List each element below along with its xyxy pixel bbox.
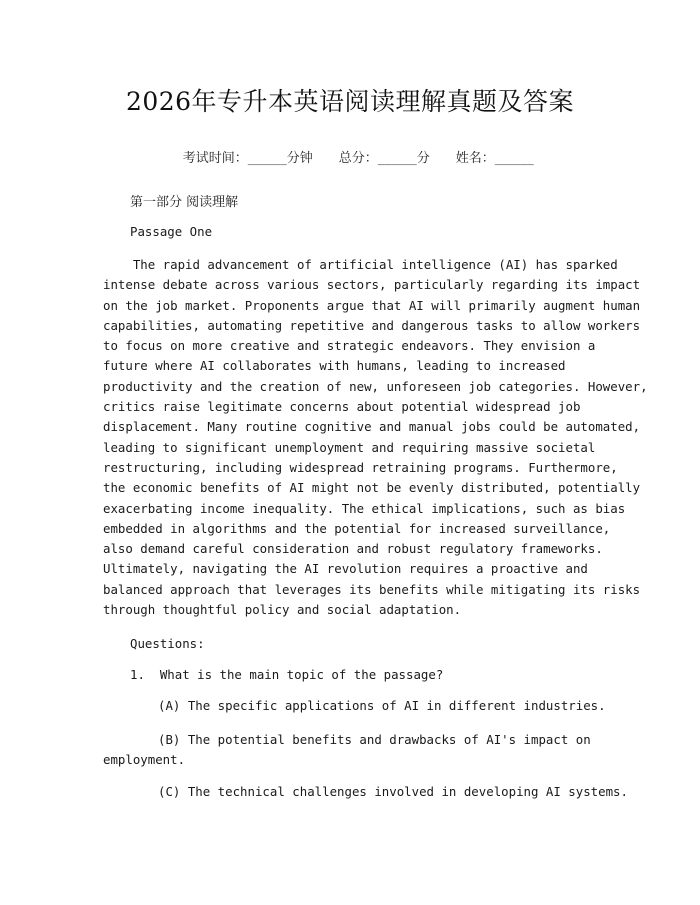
passage-line: productivity and the creation of new, unforeseen job categories. However, [103, 378, 648, 394]
name-label: 姓名：______ [455, 151, 534, 166]
questions-label: Questions: [130, 636, 205, 651]
passage-line: the economic benefits of AI might not be evenly distributed, potentially [103, 480, 641, 496]
section-title: 第一部分 阅读理解 [130, 195, 239, 210]
passage-line: leading to significant unemployment and requiring massive societal [103, 439, 596, 455]
passage-line: also demand careful consideration and robust regulatory frameworks. [103, 541, 603, 557]
question-1-option-b: (B) The potential benefits and drawbacks of AI's impact on [158, 732, 591, 747]
passage-line: intense debate across various sectors, particularly regarding its impact [103, 277, 641, 293]
passage-line: on the job market. Proponents argue that AI will primarily augment human [103, 297, 641, 313]
exam-time-label: 考试时间：______分钟 [182, 151, 313, 166]
passage-line: future where AI collaborates with humans, leading to increased [103, 358, 566, 374]
passage-line: displacement. Many routine cognitive and manual jobs could be automated, [103, 419, 641, 435]
passage-label: Passage One [130, 224, 213, 239]
passage-line: critics raise legitimate concerns about potential widespread job [103, 399, 581, 415]
question-1: 1. What is the main topic of the passage? [130, 667, 444, 682]
passage-line: through thoughtful policy and social adaptation. [103, 602, 462, 618]
question-1-option-c: (C) The technical challenges involved in developing AI systems. [158, 784, 628, 799]
question-1-option-a: (A) The specific applications of AI in different industries. [158, 698, 606, 713]
passage-line: capabilities, automating repetitive and dangerous tasks to allow workers [103, 317, 641, 333]
total-score-label: 总分：______分 [338, 151, 430, 166]
passage-line: embedded in algorithms and the potential for increased surveillance, [103, 520, 611, 536]
page-title: 2026年专升本英语阅读理解真题及答案 [125, 87, 575, 116]
passage-line: Ultimately, navigating the AI revolution requires a proactive and [103, 561, 588, 577]
passage-line: The rapid advancement of artificial intelligence (AI) has sparked [103, 257, 618, 272]
question-1-option-b-continued: employment. [103, 752, 186, 767]
passage-line: to focus on more creative and strategic endeavors. They envision a [103, 338, 596, 354]
passage-line: balanced approach that leverages its benefits while mitigating its risks [103, 581, 641, 597]
exam-meta [0, 132, 700, 181]
passage-line: exacerbating income inequality. The ethical implications, such as bias [103, 500, 626, 516]
passage-text [103, 255, 648, 620]
passage-line: restructuring, including widespread retraining programs. Furthermore, [103, 459, 618, 475]
